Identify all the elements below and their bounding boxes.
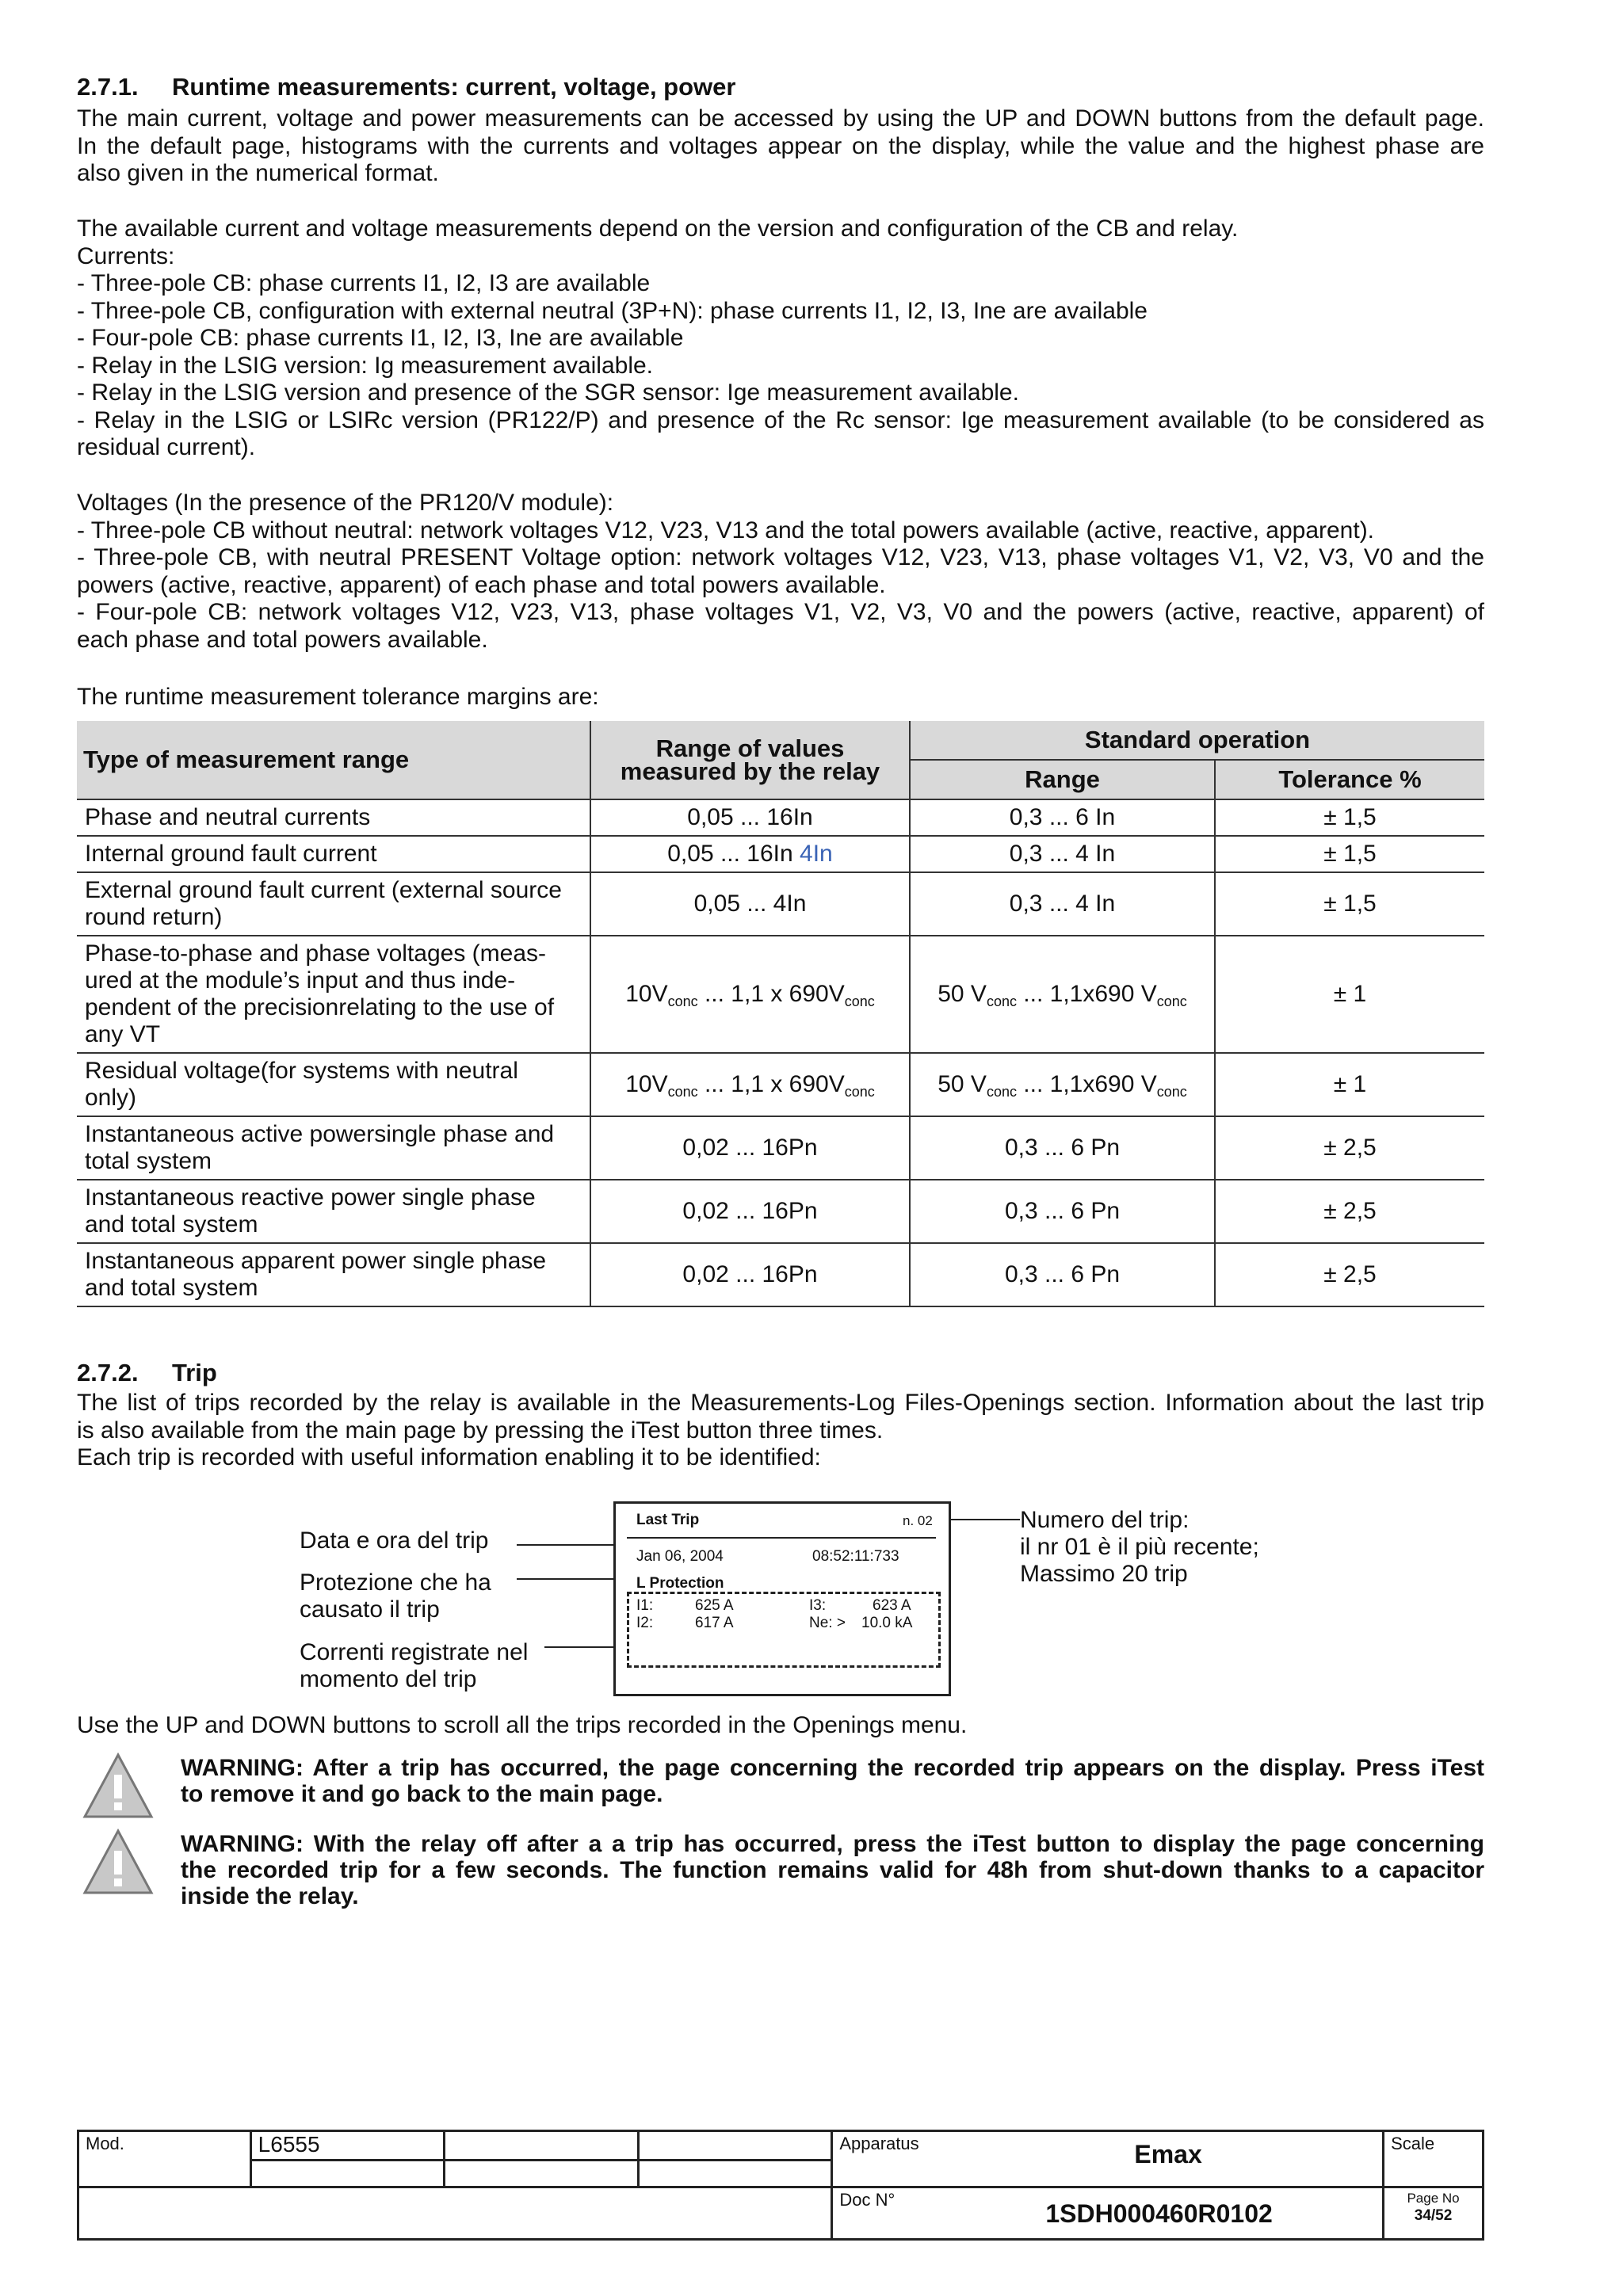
cell-tolerance: ± 1: [1215, 1053, 1484, 1116]
header-standard-operation: Standard operation: [910, 721, 1484, 760]
cell-measured: 0,02 ... 16Pn: [590, 1243, 910, 1306]
text-line: is also available from the main page by pressing the iTest button three times.: [77, 1417, 884, 1444]
footer-doc-label: Doc N°: [839, 2190, 896, 2210]
label-date-time: Data e ora del trip: [300, 1527, 489, 1554]
lcd-i2-value: 617 A: [695, 1615, 734, 1631]
cell-range: 50 $V_{conc}$ ... 1,1x690 $V_{conc}$: [910, 1053, 1215, 1116]
footer-doc-value: 1SDH000460R0102: [1045, 2199, 1273, 2228]
footer-doc-cell: [832, 2187, 1384, 2240]
cell-measured-extra: 4In: [800, 841, 833, 867]
text-line: WARNING: After a trip has occurred, the page concerning the recorded trip appears on the display. Press iTest: [181, 1755, 1484, 1781]
text-line: - Relay in the LSIG version: Ig measurement available.: [77, 352, 654, 379]
cell-range: 0,3 ... 6 Pn: [910, 1243, 1215, 1306]
cell-tolerance: ± 2,5: [1215, 1116, 1484, 1180]
lcd-ne-value: 10.0 kA: [861, 1615, 913, 1631]
label-currents: Correnti registrate nel momento del trip: [300, 1639, 529, 1692]
header-range: Range: [910, 760, 1215, 799]
text-line: Use the UP and DOWN buttons to scroll all the trips recorded in the Openings menu.: [77, 1712, 968, 1738]
lcd-date: Jan 06, 2004: [636, 1548, 724, 1565]
footer-page-label: Page No: [1407, 2191, 1460, 2206]
warning-icon: [82, 1753, 154, 1819]
text-line: to remove it and go back to the main page.: [181, 1781, 663, 1807]
footer-apparatus-value: Emax: [1134, 2140, 1202, 2168]
text-line: - Four-pole CB: phase currents I1, I2, I3, Ine are available: [77, 325, 684, 351]
text-line: Currents:: [77, 242, 175, 269]
text-line: - Three-pole CB: phase currents I1, I2, I3 are available: [77, 270, 651, 296]
cell-tolerance: ± 2,5: [1215, 1180, 1484, 1243]
text-line: - Relay in the LSIG version and presence of the SGR sensor: Ige measurement available.: [77, 379, 1019, 406]
header-type: Type of measurement range: [77, 721, 590, 799]
text-line: - Three-pole CB, configuration with external neutral (3P+N): phase currents I1, I2, I3, Ine are available: [77, 297, 1148, 324]
lcd-underline: [627, 1537, 936, 1539]
text-line: residual current).: [77, 434, 256, 460]
cell-tolerance: ± 1,5: [1215, 799, 1484, 836]
footer-apparatus-cell: [832, 2131, 1384, 2187]
cell-type: Internal ground fault current: [77, 836, 590, 872]
section-number: 2.7.1.: [77, 73, 139, 101]
cell-range: 0,3 ... 6 In: [910, 799, 1215, 836]
cell-tolerance: ± 1,5: [1215, 836, 1484, 872]
cell-type: Phase and neutral currents: [77, 799, 590, 836]
lcd-protection: L Protection: [636, 1575, 724, 1592]
footer-title-block: [77, 2130, 1484, 2241]
cell-measured: 0,02 ... 16Pn: [590, 1116, 910, 1180]
lcd-ne-label: Ne: >: [809, 1615, 846, 1631]
footer-apparatus-label: Apparatus: [839, 2134, 919, 2153]
text-line: powers (active, reactive, apparent) of each phase and total powers available.: [77, 571, 886, 598]
section-title: Runtime measurements: current, voltage, power: [172, 73, 736, 101]
section-title: Trip: [172, 1359, 217, 1386]
text-line: Voltages (In the presence of the PR120/V module):: [77, 490, 614, 516]
footer-mod-value: L6555: [250, 2131, 445, 2161]
text-line: The main current, voltage and power measurements can be accessed by using the UP and DOWN buttons from the default page.: [77, 105, 1484, 132]
footer-blank-cell: [250, 2161, 445, 2187]
lcd-time: 08:52:11:733: [812, 1548, 899, 1565]
section-number: 2.7.2.: [77, 1359, 139, 1386]
cell-tolerance: ± 1: [1215, 936, 1484, 1053]
cell-type: External ground fault current (external source round return): [77, 872, 590, 936]
header-tolerance: Tolerance %: [1215, 760, 1484, 799]
lcd-i1-value: 625 A: [695, 1597, 734, 1614]
cell-type: Phase-to-phase and phase voltages (meas- ured at the module’s input and thus inde- pendent of the precisionrelating to the use of any VT: [77, 936, 590, 1053]
text-line: The available current and voltage measurements depend on the version and configuration of the CB and relay.: [77, 215, 1239, 242]
scroll-paragraph: [77, 1712, 1484, 1740]
trip-display-screen: [613, 1501, 951, 1696]
cell-tolerance: ± 1,5: [1215, 872, 1484, 936]
footer-scale-label: Scale: [1384, 2131, 1484, 2187]
cell-measured: 0,05 ... 4In: [590, 872, 910, 936]
cell-range: 0,3 ... 6 Pn: [910, 1116, 1215, 1180]
lcd-i3-value: 623 A: [873, 1597, 911, 1614]
label-protection: Protezione che ha causato il trip: [300, 1569, 491, 1623]
label-trip-number: Numero del trip: il nr 01 è il più recente; Massimo 20 trip: [1020, 1507, 1259, 1587]
lcd-i2-label: I2:: [636, 1615, 654, 1631]
cell-range: 0,3 ... 4 In: [910, 836, 1215, 872]
footer-blank-cell: [445, 2131, 639, 2161]
footer-page-value: 34/52: [1414, 2207, 1453, 2224]
text-line: The runtime measurement tolerance margins are:: [77, 684, 599, 710]
footer-blank-cell: [638, 2161, 832, 2187]
cell-measured: 0,05 ... 16In 4In: [590, 836, 910, 872]
footer-mod-label: Mod.: [78, 2131, 251, 2187]
footer-blank-cell: [78, 2187, 832, 2240]
text-line: Each trip is recorded with useful information enabling it to be identified:: [77, 1444, 821, 1470]
text-line: - Relay in the LSIG or LSIRc version (PR122/P) and presence of the Rc sensor: Ige measurement available (to be considered as: [77, 406, 1484, 433]
cell-type: Instantaneous reactive power single phase and total system: [77, 1180, 590, 1243]
cell-range: 50 $V_{conc}$ ... 1,1x690 $V_{conc}$: [910, 936, 1215, 1053]
cell-measured: 0,05 ... 16In: [590, 799, 910, 836]
footer-page-cell: [1384, 2187, 1484, 2240]
text-line: inside the relay.: [181, 1883, 359, 1909]
text-line: also given in the numerical format.: [77, 160, 439, 186]
text-line: WARNING: With the relay off after a a trip has occurred, press the iTest button to display the page concerning: [181, 1831, 1484, 1857]
text-line: - Three-pole CB without neutral: network voltages V12, V23, V13 and the total powers available (active, reactive, apparent).: [77, 517, 1375, 543]
footer-blank-cell: [638, 2131, 832, 2161]
cell-type: Instantaneous active powersingle phase and total system: [77, 1116, 590, 1180]
footer-blank-cell: [445, 2161, 639, 2187]
header-measured: Range of values measured by the relay: [590, 721, 910, 799]
text-line: each phase and total powers available.: [77, 626, 488, 653]
cell-range: 0,3 ... 4 In: [910, 872, 1215, 936]
lcd-title: Last Trip: [636, 1512, 700, 1528]
cell-measured: $10V_{conc}$ ... 1,1 x $690V_{conc}$: [590, 936, 910, 1053]
cell-measured: 0,02 ... 16Pn: [590, 1180, 910, 1243]
lcd-trip-number: n. 02: [903, 1513, 933, 1528]
text-line: - Three-pole CB, with neutral PRESENT Voltage option: network voltages V12, V23, V13, phase voltages V1, V2, V3, V0 and the: [77, 544, 1484, 570]
warning-2: [181, 1831, 1484, 1909]
lcd-i1-label: I1:: [636, 1597, 654, 1614]
cell-range: 0,3 ... 6 Pn: [910, 1180, 1215, 1243]
warning-1: [181, 1755, 1484, 1807]
warning-icon: [82, 1829, 154, 1895]
text-line: - Four-pole CB: network voltages V12, V23, V13, phase voltages V1, V2, V3, V0 and the powers (active, reactive, apparent) of: [77, 599, 1484, 625]
text-line: the recorded trip for a few seconds. The function remains valid for 48h from shut-down thanks to a capacitor: [181, 1857, 1484, 1883]
text-line: The list of trips recorded by the relay is available in the Measurements-Log Files-Openings section. Information about the last trip: [77, 1390, 1484, 1416]
lcd-i3-label: I3:: [809, 1597, 827, 1614]
text-line: In the default page, histograms with the currents and voltages appear on the display, while the value and the highest phase are: [77, 132, 1484, 159]
cell-type: Residual voltage(for systems with neutral only): [77, 1053, 590, 1116]
cell-type: Instantaneous apparent power single phase and total system: [77, 1243, 590, 1306]
cell-tolerance: ± 2,5: [1215, 1243, 1484, 1306]
cell-measured: $10V_{conc}$ ... 1,1 x $690V_{conc}$: [590, 1053, 910, 1116]
